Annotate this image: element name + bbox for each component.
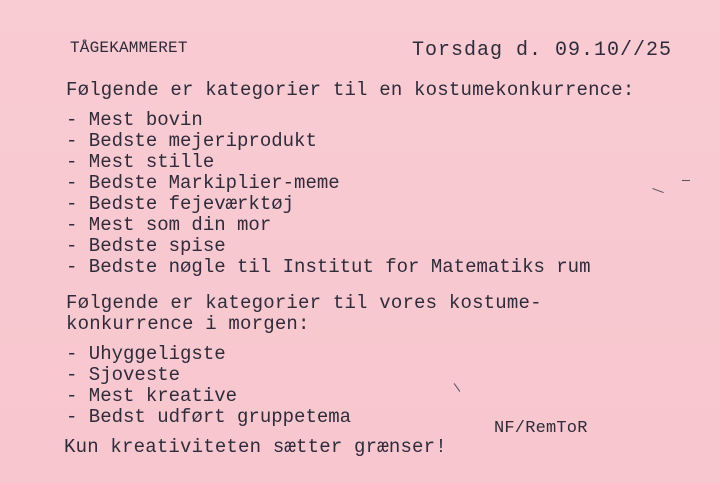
- list-item: - Bedste nøgle til Institut for Matematiks rum: [66, 256, 591, 278]
- signature: NF/RemToR: [494, 419, 588, 438]
- stray-mark: [682, 180, 690, 181]
- list-item: - Mest bovin: [66, 109, 203, 131]
- list-item: - Bedst udført gruppetema: [66, 406, 352, 428]
- list-item: - Bedste mejeriprodukt: [66, 130, 317, 152]
- stray-mark: [652, 188, 664, 193]
- list-item: - Mest stille: [66, 151, 215, 173]
- list-item: - Bedste fejeværktøj: [66, 193, 295, 215]
- list-item: - Bedste Markiplier-meme: [66, 172, 340, 194]
- section2-intro-line1: Følgende er kategorier til vores kostume-: [66, 292, 542, 314]
- list-item: - Uhyggeligste: [66, 343, 226, 365]
- date-header: Torsdag d. 09.10//25: [412, 39, 673, 62]
- category-list-2: [66, 344, 351, 428]
- section2-intro-line2: konkurrence i morgen:: [66, 313, 310, 335]
- section1-intro: Følgende er kategorier til en kostumekonkurrence:: [66, 79, 635, 101]
- list-item: - Bedste spise: [66, 235, 226, 257]
- closing-line: Kun kreativiteten sætter grænser!: [64, 436, 447, 458]
- list-item: - Mest kreative: [66, 385, 238, 407]
- category-list-1: [66, 110, 591, 278]
- list-item: - Sjoveste: [66, 364, 181, 386]
- stray-mark: [454, 383, 461, 392]
- list-item: - Mest som din mor: [66, 214, 272, 236]
- organization-header: TÅGEKAMMERET: [70, 39, 188, 57]
